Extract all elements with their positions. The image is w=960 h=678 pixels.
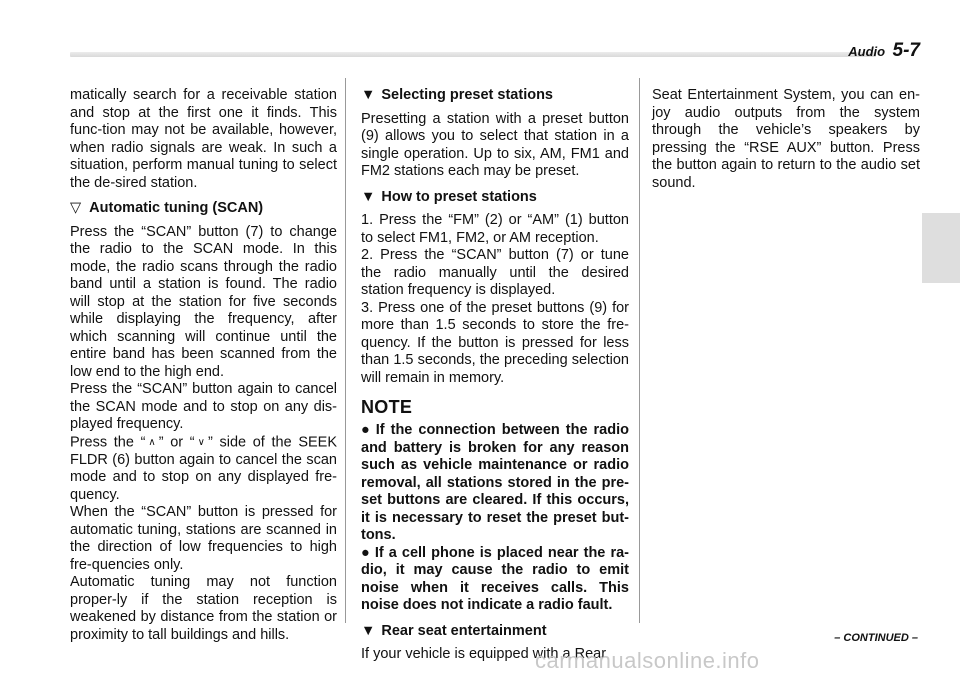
section-heading — [361, 87, 629, 105]
note-text: If a cell phone is placed near the ra-dio, it may cause the radio to emit noise when it receives calls. This noise does not indicate a radio fault. — [361, 544, 629, 613]
column-middle — [361, 87, 629, 664]
section-heading — [70, 200, 337, 218]
triangle-icon: ▼ — [361, 87, 376, 103]
paragraph: If your vehicle is equipped with a Rear — [361, 646, 607, 662]
note-title: NOTE — [361, 397, 413, 417]
open-triangle-icon: ▽ — [70, 200, 82, 216]
paragraph: matically search for a receivable station and stop at the first one it finds. This func-tion may not be available, however, when radio signals are weak. In such a situation, perform manual tuning to select the de-sired station. — [70, 87, 337, 191]
step-3: 3. Press one of the preset buttons (9) for more than 1.5 seconds to store the fre-quency. If the button is pressed for less than 1.5 seconds, the preceding selection will remain in memory. — [361, 299, 629, 386]
page-header — [848, 40, 920, 62]
continued-label: – CONTINUED – — [834, 632, 918, 644]
paragraph: Seat Entertainment System, you can en-joy audio outputs from the system through the vehicle’s speakers by pressing the “RSE AUX” button. Press the button again to return to the audio set sound. — [652, 87, 920, 191]
chapter-tab — [922, 213, 960, 283]
section-heading — [361, 189, 629, 207]
bullet-icon: ● — [361, 422, 372, 438]
heading-text: Selecting preset stations — [381, 87, 553, 103]
bullet-icon: ● — [361, 544, 371, 561]
header-rule — [70, 52, 876, 57]
heading-text: Rear seat entertainment — [381, 622, 547, 639]
section-title: Audio — [848, 44, 886, 59]
column-divider — [639, 78, 640, 623]
triangle-icon: ▼ — [361, 622, 376, 639]
step-2: 2. Press the “SCAN” button (7) or tune the radio manually until the desired station frequency is displayed. — [361, 247, 629, 298]
paragraph: Presetting a station with a preset button (9) allows you to select that station in a single operation. Up to six, AM, FM1 and FM2 stations each may be preset. — [361, 110, 629, 179]
paragraph: Press the “SCAN” button (7) to change the radio to the SCAN mode. In this mode, the radio scans through the radio band until a station is found. The radio will stop at the station for five seconds while displaying the frequency, after which scanning will continue until the entire band has been scanned from the low end to the high end. — [70, 223, 337, 380]
text-run: ” or “ — [158, 434, 195, 451]
paragraph: Press the “SCAN” button again to cancel the SCAN mode and to stop on any dis-played frequency. — [70, 381, 337, 432]
column-left — [70, 87, 337, 644]
paragraph — [70, 434, 337, 505]
paragraph: When the “SCAN” button is pressed for automatic tuning, stations are scanned in the direction of low frequencies to high fre-quencies only. — [70, 504, 337, 573]
note-text: If the connection between the radio and battery is broken for any reason such as vehicle maintenance or radio removal, all stations stored in the pre-set buttons are cleared. If this occurs, it is necessary to reset the preset but-tons. — [361, 422, 629, 543]
up-arrow-icon: ∧ — [148, 436, 156, 448]
page-number: 5-7 — [892, 40, 920, 61]
section-heading — [361, 623, 629, 641]
note-item — [361, 545, 629, 615]
paragraph: Automatic tuning may not function proper-ly if the station reception is weakened by distance from the station or proximity to tall buildings and hills. — [70, 574, 337, 643]
column-right — [652, 87, 920, 192]
step-1: 1. Press the “FM” (2) or “AM” (1) button to select FM1, FM2, or AM reception. — [361, 212, 629, 246]
column-divider — [345, 78, 346, 623]
text-run: Press the “ — [70, 434, 146, 451]
note-item — [361, 422, 629, 545]
text-run: ” side of the SEEK FLDR (6) button again to cancel the scan mode and to stop on any displayed fre-quency. — [70, 434, 338, 503]
watermark: carmanualsonline.info — [535, 648, 760, 673]
triangle-icon: ▼ — [361, 188, 376, 205]
heading-text: Automatic tuning (SCAN) — [89, 200, 264, 216]
down-arrow-icon: ∨ — [197, 436, 205, 448]
heading-text: How to preset stations — [381, 188, 537, 205]
